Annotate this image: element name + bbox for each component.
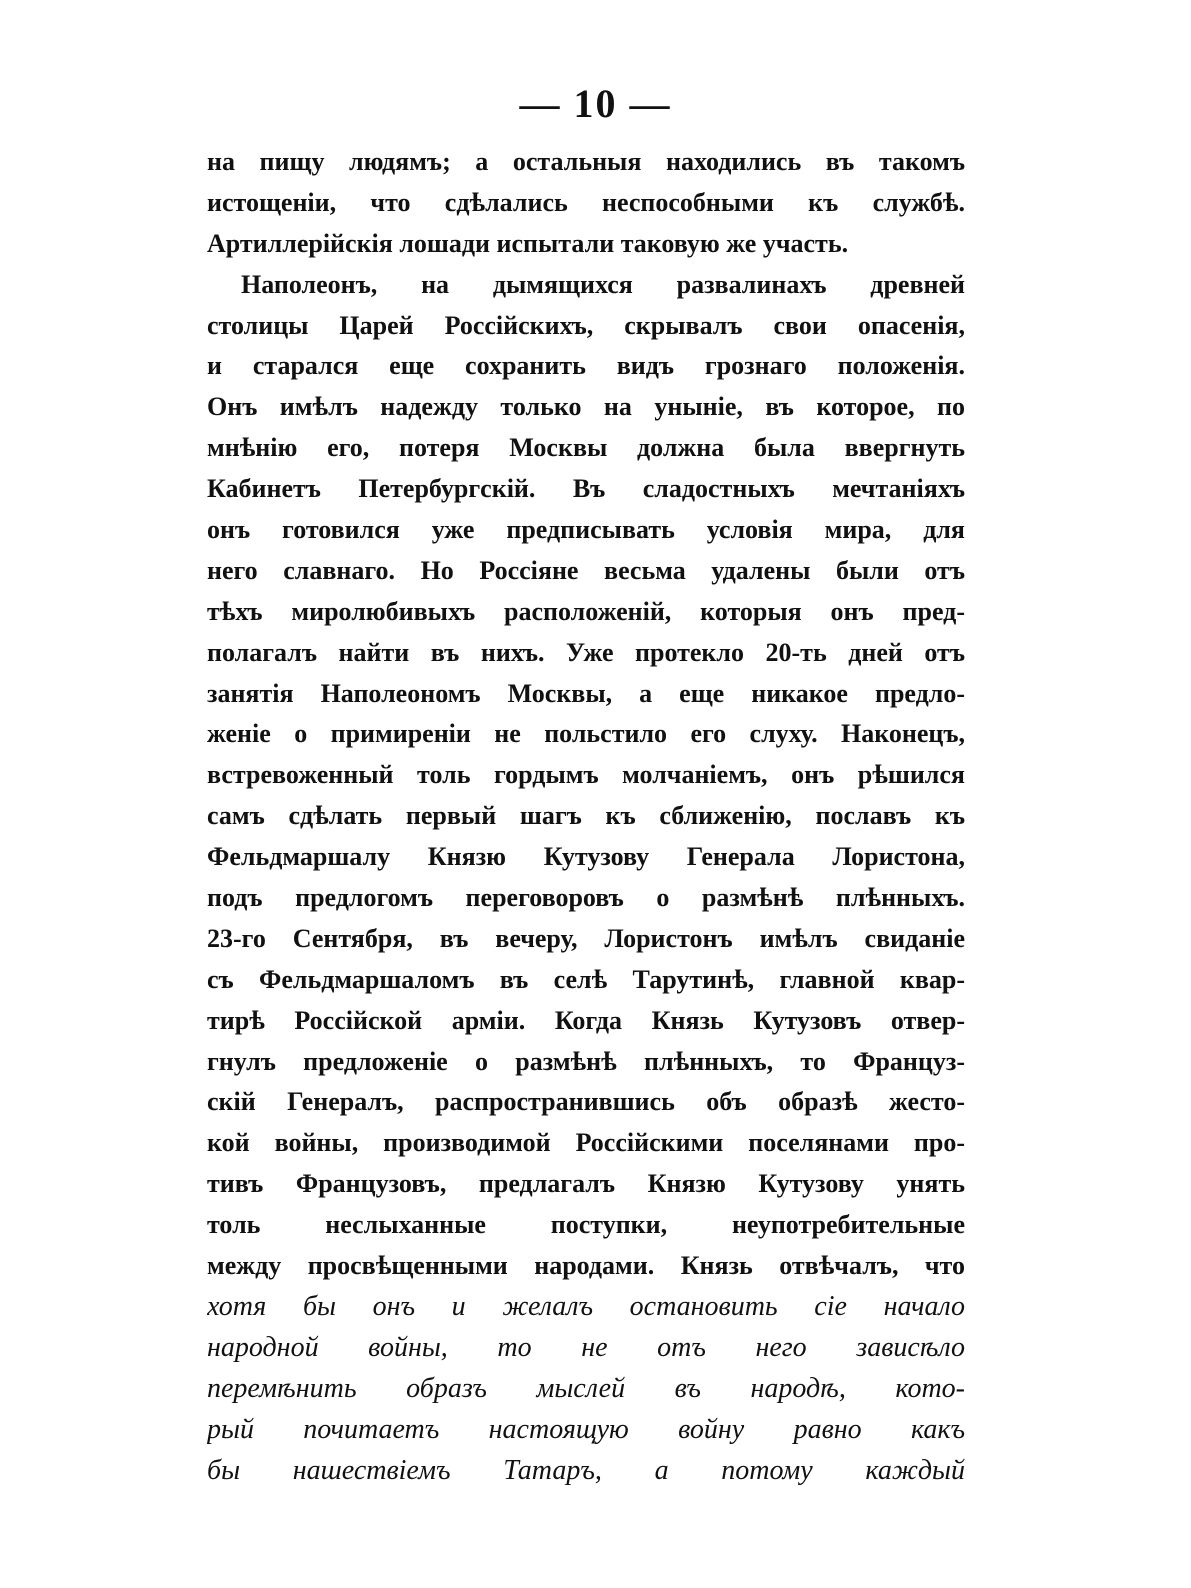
text-line: скій Генералъ, распространившись объ образѣ жесто- xyxy=(207,1087,965,1117)
text-line: истощеніи, что сдѣлались неспособными къ службѣ. xyxy=(207,187,965,217)
text-line: тирѣ Россійской арміи. Когда Князь Кутузовъ отвер- xyxy=(207,1005,965,1035)
text-line: 23-го Сентября, въ вечеру, Лористонъ имѣлъ свиданіе xyxy=(207,923,965,953)
page-number: — 10 — xyxy=(519,81,672,126)
text-line: гнулъ предложеніе о размѣнѣ плѣнныхъ, то Француз- xyxy=(207,1046,965,1076)
text-line: тѣхъ миролюбивыхъ расположеній, которыя онъ пред- xyxy=(207,596,965,626)
text-line: Наполеонъ, на дымящихся развалинахъ древней xyxy=(241,269,965,299)
text-line: мнѣнію его, потеря Москвы должна была ввергнуть xyxy=(207,433,965,463)
text-line: онъ готовился уже предписывать условія мира, для xyxy=(207,515,965,545)
text-line: на пищу людямъ; а остальныя находились въ такомъ xyxy=(207,147,965,176)
italic-text-line: рый почитаетъ настоящую войну равно какъ xyxy=(207,1413,965,1445)
text-line: между просвѣщенными народами. Князь отвѣчалъ, что xyxy=(207,1251,965,1281)
text-line: подъ предлогомъ переговоровъ о размѣнѣ плѣнныхъ. xyxy=(207,883,965,913)
italic-text-line: хотя бы онъ и желалъ остановить сіе начало xyxy=(207,1290,965,1322)
italic-text-line: перемѣнить образъ мыслей въ народѣ, кото- xyxy=(207,1372,965,1404)
text-line: столицы Царей Россійскихъ, скрывалъ свои опасенія, xyxy=(207,310,965,340)
text-line: кой войны, производимой Россійскими поселянами про- xyxy=(207,1128,965,1158)
body-text xyxy=(207,142,965,1491)
text-line: Фельдмаршалу Князю Кутузову Генерала Лористона, xyxy=(207,842,965,872)
text-line: Кабинетъ Петербургскій. Въ сладостныхъ мечтаніяхъ xyxy=(207,474,965,504)
text-line: него славнаго. Но Россіяне весьма удалены были отъ xyxy=(207,555,965,585)
text-line: самъ сдѣлать первый шагъ къ сближенію, пославъ къ xyxy=(207,801,965,831)
text-line: занятія Наполеономъ Москвы, а еще никакое предло- xyxy=(207,678,965,708)
italic-text-line: народной войны, то не отъ него зависѣло xyxy=(207,1331,965,1363)
text-line: Артиллерійскія лошади испытали таковую же участь. xyxy=(207,228,849,258)
text-line: женіе о примиреніи не польстило его слуху. Наконецъ, xyxy=(207,719,965,749)
text-line: съ Фельдмаршаломъ въ селѣ Тарутинѣ, главной квар- xyxy=(207,964,965,994)
text-line: полагалъ найти въ нихъ. Уже протекло 20-ть дней отъ xyxy=(207,637,965,667)
text-line: Онъ имѣлъ надежду только на уныніе, въ которое, по xyxy=(207,392,965,422)
text-line: толь неслыханные поступки, неупотребительные xyxy=(207,1210,965,1240)
text-line: тивъ Французовъ, предлагалъ Князю Кутузову унять xyxy=(207,1169,965,1199)
text-line: встревоженный толь гордымъ молчаніемъ, онъ рѣшился xyxy=(207,760,965,790)
text-line: и старался еще сохранить видъ грознаго положенія. xyxy=(207,351,965,381)
italic-text-line: бы нашествіемъ Татаръ, а потому каждый xyxy=(207,1454,965,1486)
